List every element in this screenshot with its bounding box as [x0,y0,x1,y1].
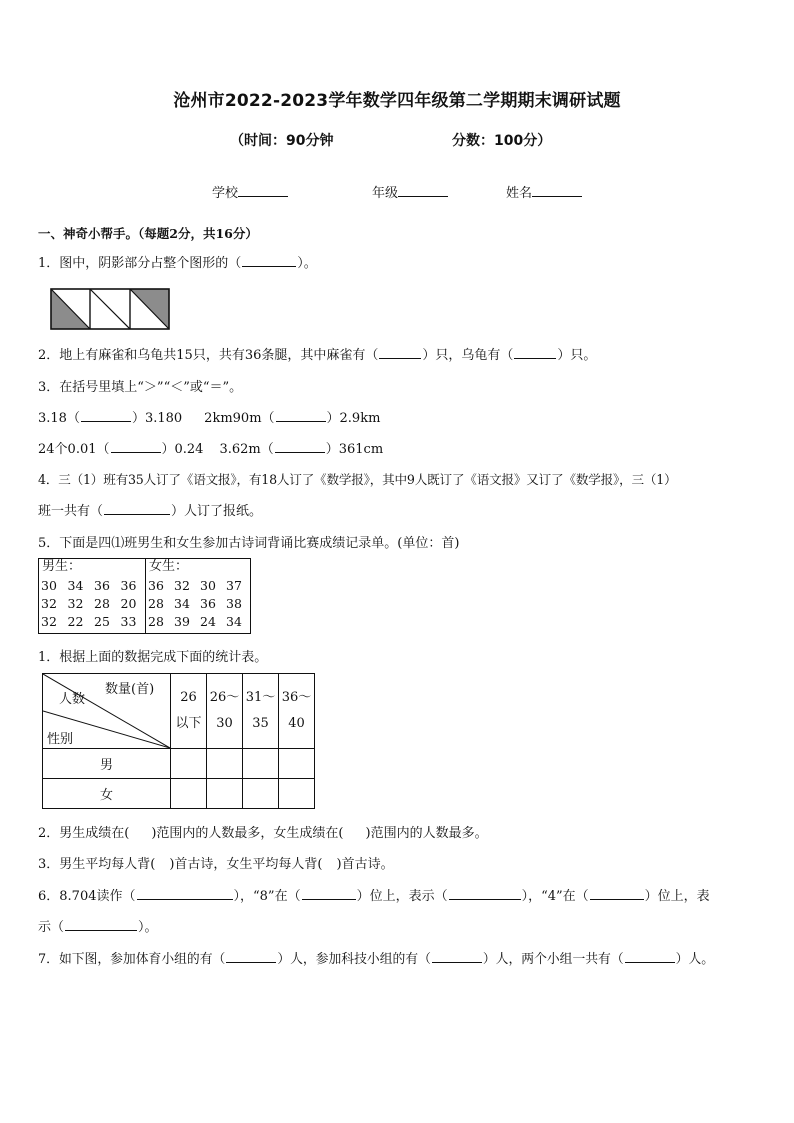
column-header: 26 以下 [171,674,207,749]
table-cell: 30 [41,578,57,593]
question-3-stem: 3．在括号里填上“＞”“＜”或“＝”。 [38,380,243,395]
shaded-squares-figure [50,288,170,330]
exam-time: （时间：90分钟 [230,133,334,149]
question-6-line-1: 6．8.704读作（ ），“8”在（ ）位上，表示（ ），“4”在（ ）位上，表 [38,889,710,904]
table-cell: 25 [94,614,110,629]
statistics-table [42,673,315,809]
table-cell: 38 [226,596,242,611]
table-cell: 24 [200,614,216,629]
answer-cell[interactable] [207,779,243,809]
answer-cell[interactable] [243,779,279,809]
corner-label-quantity: 数量(首) [105,682,155,697]
section-heading: 一、神奇小帮手。（每题2分，共16分） [38,226,258,241]
table-cell: 34 [174,596,190,611]
table-cell: 37 [226,578,242,593]
question-7: 7．如下图，参加体育小组的有（ ）人，参加科技小组的有（ ）人，两个小组一共有（ ）人。 [38,952,715,967]
table-cell: 34 [67,578,84,593]
table-cell: 32 [174,578,190,593]
question-3-row-2: 24个0.01（ ）0.24 3.62m（ ）361cm [38,442,384,457]
table-cell: 36 [94,578,110,593]
table-row [145,577,249,595]
girls-records-table [145,577,249,631]
table-row [38,577,144,595]
answer-cell[interactable] [171,749,207,779]
question-3-row-1: 3.18（ ）3.180 2km90m（ ）2.9km [38,411,381,426]
answer-cell[interactable] [243,749,279,779]
question-5-sub-3: 3．男生平均每人背( )首古诗，女生平均每人背( )首古诗。 [38,857,394,872]
girls-label: 女生： [149,559,189,574]
question-5-sub-2: 2．男生成绩在( )范围内的人数最多，女生成绩在( )范围内的人数最多。 [38,826,488,841]
column-header: 26～ 30 [207,674,243,749]
question-2: 2．地上有麻雀和乌龟共15只，共有36条腿，其中麻雀有（ ）只，乌龟有（ ）只。 [38,348,597,363]
table-cell: 20 [120,596,137,611]
question-6-line-2: 示（ ）。 [38,920,158,935]
table-row [43,779,315,809]
name-field: 姓名 [506,182,582,201]
row-label-female: 女 [43,779,171,809]
table-row [38,595,144,613]
school-field: 学校 [212,182,288,201]
table-cell: 36 [200,596,216,611]
table-cell: 34 [226,614,242,629]
table-cell: 32 [41,596,57,611]
table-cell: 28 [148,614,164,629]
grade-field: 年级 [372,182,448,201]
table-cell: 32 [41,614,57,629]
table-cell: 39 [174,614,190,629]
corner-label-people: 人数 [59,692,86,707]
answer-cell[interactable] [207,749,243,779]
table-header-row [43,674,315,749]
table-cell: 36 [148,578,164,593]
corner-label-gender: 性别 [47,732,74,747]
table-cell: 33 [120,614,137,629]
table-corner-cell [43,674,171,749]
table-cell: 22 [67,614,84,629]
answer-cell[interactable] [279,749,315,779]
row-label-male: 男 [43,749,171,779]
table-row [43,749,315,779]
exam-score: 分数：100分） [452,133,552,149]
question-5-stem: 5．下面是四⑴班男生和女生参加古诗词背诵比赛成绩记录单。(单位：首) [38,536,460,551]
boys-label: 男生： [42,559,82,574]
table-cell: 36 [120,578,137,593]
table-cell: 28 [148,596,164,611]
boys-records-table [38,577,144,631]
answer-cell[interactable] [171,779,207,809]
question-4-line-2: 班一共有（ ）人订了报纸。 [38,504,263,519]
page-title: 沧州市2022-2023学年数学四年级第二学期期末调研试题 [173,91,621,111]
answer-cell[interactable] [279,779,315,809]
table-cell: 32 [67,596,84,611]
table-cell: 30 [200,578,216,593]
table-row [38,613,144,631]
question-1: 1．图中，阴影部分占整个图形的（ ）。 [38,256,317,271]
question-4-line-1: 4．三（1）班有35人订了《语文报》，有18人订了《数学报》，其中9人既订了《语文报》又订了《数学报》，三（1） [38,472,677,487]
column-header: 36～ 40 [279,674,315,749]
table-row [145,613,249,631]
column-header: 31～ 35 [243,674,279,749]
table-cell: 28 [94,596,110,611]
table-row [145,595,249,613]
question-5-sub-1: 1．根据上面的数据完成下面的统计表。 [38,650,268,665]
